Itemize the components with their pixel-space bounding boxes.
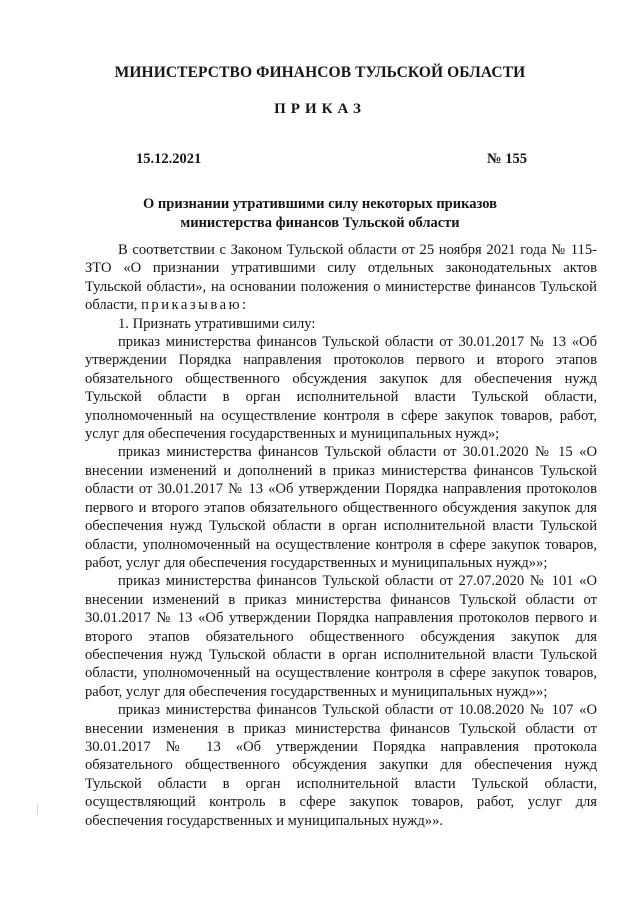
intro-command: приказываю: [141, 297, 249, 314]
order-number: № 155 [487, 151, 527, 167]
order-date: 15.12.2021 [136, 151, 202, 167]
repealed-order-4: приказ министерства финансов Тульской области от 10.08.2020 № 107 «О внесении изменения в приказ министерства финансов Тульской области от 30.01.2017 № 13 «Об утверждении Порядка направления протокола обязательного общественного обсуждения закупки для обеспечения нужд Тульской области в орган исполнительной власти Тульской области, осуществляющий контроль в сфере закупок товаров, работ, услуг для обеспечения государственных и муниципальных нужд»». [85, 702, 597, 829]
order-body [85, 241, 597, 830]
intro-text: В соответствии с Законом Тульской области от 25 ноября 2021 года № 115-ЗТО «О признании утратившими силу отдельных законодательных актов Тульской области», на основании положения о министерстве финансов Тульской области, [85, 242, 597, 314]
subject-line-2: министерства финансов Тульской области [180, 215, 460, 231]
document-type-heading: ПРИКАЗ [274, 101, 366, 117]
repealed-order-3: приказ министерства финансов Тульской области от 27.07.2020 № 101 «О внесении изменений в приказ министерства финансов Тульской области от 30.01.2017 № 13 «Об утверждении Порядка направления протоколов первого и второго этапов обязательного общественного обсуждения закупок для обеспечения нужд Тульской области в орган исполнительной власти Тульской области, уполномоченный на осуществление контроля в сфере закупок товаров, работ, услуг для обеспечения государственных и муниципальных нужд»»; [85, 573, 597, 700]
order-subject [0, 195, 640, 233]
subject-line-1: О признании утратившими силу некоторых приказов [143, 196, 497, 212]
item-1-paragraph: 1. Признать утратившими силу: [118, 315, 316, 332]
intro-paragraph [85, 241, 597, 315]
scan-margin-mark [37, 805, 38, 814]
repealed-order-1: приказ министерства финансов Тульской области от 30.01.2017 № 13 «Об утверждении Порядка направления протоколов первого и второго этапов обязательного общественного обсуждения закупок для обеспечения нужд Тульской области в орган исполнительной власти Тульской области, уполномоченный на осуществление контроля в сфере закупок товаров, работ, услуг для обеспечения государственных и муниципальных нужд»; [85, 334, 597, 443]
repealed-order-2: приказ министерства финансов Тульской области от 30.01.2020 № 15 «О внесении изменений и дополнений в приказ министерства финансов Тульской области от 30.01.2017 № 13 «Об утверждении Порядка направления протоколов первого и второго этапов обязательного общественного обсуждения закупок для обеспечения нужд Тульской области в орган исполнительной власти Тульской области, уполномоченный на осуществление контроля в сфере закупок товаров, работ, услуг для обеспечения государственных и муниципальных нужд»»; [85, 444, 597, 571]
ministry-heading: МИНИСТЕРСТВО ФИНАНСОВ ТУЛЬСКОЙ ОБЛАСТИ [114, 64, 526, 81]
